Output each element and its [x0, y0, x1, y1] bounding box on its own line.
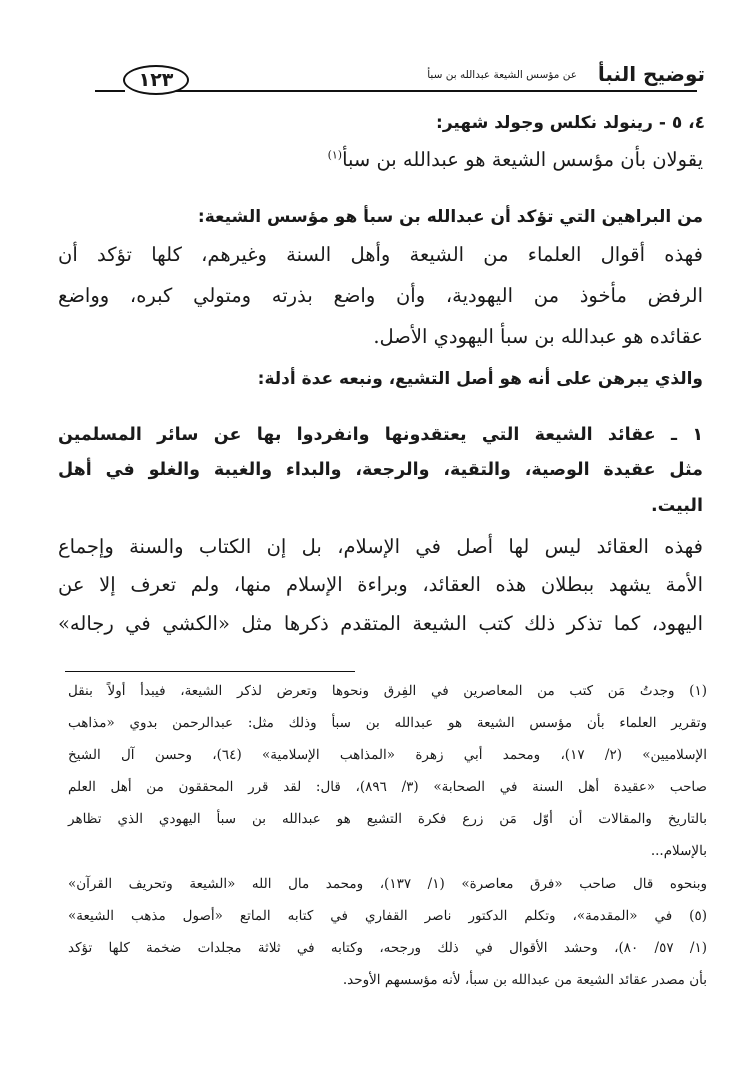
- paragraph-line: فهذه أقوال العلماء من الشيعة وأهل السنة وغيرهم، كلها تؤكد أن: [58, 243, 703, 266]
- footnote-line: (١/ ٥٧/ ٨٠)، وحشد الأقوال في ذلك ورجحه، وكتابه في ثلاثة مجلدات ضخمة كلها تؤكد: [68, 940, 708, 956]
- paragraph-line: عقائده هو عبدالله بن سبأ اليهودي الأصل.: [373, 325, 703, 348]
- claim-line: [328, 148, 703, 171]
- proofs-intro: والذي يبرهن على أنه هو أصل التشيع، ونبعه عدة أدلة:: [257, 369, 703, 389]
- proof-line: مثل عقيدة الوصية، والتقية، والرجعة، والبداء والغيبة والغلو في أهل: [58, 460, 703, 480]
- footnote-line: الإسلاميين» (٢/ ١٧)، ومحمد أبي زهرة «المذاهب الإسلامية» (٦٤)، وحسن آل الشيخ: [68, 747, 707, 763]
- footnote-separator: [65, 671, 355, 672]
- page-number: [123, 65, 189, 95]
- book-subtitle: عن مؤسس الشيعة عبدالله بن سبأ: [427, 69, 577, 81]
- proof-line: البيت.: [650, 496, 703, 516]
- page-number-text: ١٢٣: [138, 69, 174, 91]
- section-heading: من البراهين التي تؤكد أن عبدالله بن سبأ هو مؤسس الشيعة:: [197, 207, 703, 227]
- footnote-line: (٥) في «المقدمة»، وتكلم الدكتور ناصر القفاري في كتابه الماتع «أصول مذهب الشيعة»: [68, 908, 707, 924]
- footnote-line: بالتاريخ والمقالات أن أوّل مَن زرع فكرة التشيع هو عبدالله بن سبأ اليهودي الذي تظاهر: [68, 811, 707, 827]
- running-header: [95, 60, 705, 100]
- paragraph-line: فهذه العقائد ليس لها أصل في الإسلام، بل إن الكتاب والسنة وإجماع: [58, 535, 703, 558]
- header-rule-left: [95, 90, 125, 92]
- authors-line: ٤، ٥ - رينولد نكلس وجولد شهير:: [436, 113, 705, 133]
- footnote-line: بالإسلام...: [650, 843, 707, 859]
- claim-text: يقولان بأن مؤسس الشيعة هو عبدالله بن سبأ: [342, 148, 703, 171]
- paragraph-line: الأمة يشهد ببطلان هذه العقائد، وبراءة الإسلام منها، ولم تعرف إلا عن: [58, 573, 703, 596]
- footnote-line: (١) وجدتُ مَن كتب من المعاصرين في الفِرق ونحوها وتعرض لذكر الشيعة، فيبدأ أولاً بنقل: [68, 683, 707, 699]
- book-title: توضيح النبأ: [597, 62, 705, 86]
- paragraph-line: اليهود، كما تذكر ذلك كتب الشيعة المتقدم ذكرها مثل «الكشي في رجاله»: [58, 612, 703, 635]
- footnote-line: صاحب «عقيدة أهل السنة في الصحابة» (٣/ ٨٩٦)، قال: لقد قرر المحققون من أهل العلم: [68, 779, 707, 795]
- footnote-line: وبنحوه قال صاحب «فرق معاصرة» (١/ ١٣٧)، ومحمد مال الله «الشيعة وتحريف القرآن»: [68, 876, 707, 892]
- header-rule: [175, 90, 697, 92]
- footnote-ref: (١): [327, 148, 343, 162]
- footnote-line: بأن مصدر عقائد الشيعة من عبدالله بن سبأ، لأنه مؤسسهم الأوحد.: [342, 972, 707, 988]
- proof-line: ١ ـ عقائد الشيعة التي يعتقدونها وانفردوا بها عن سائر المسلمين: [58, 425, 703, 445]
- footnote-line: وتقرير العلماء بأن مؤسس الشيعة هو عبدالله بن سبأ وذلك مثل: عبدالرحمن بدوي «مذاهب: [68, 715, 707, 731]
- paragraph-line: الرفض مأخوذ من اليهودية، وأن واضع بذرته ومتولي كبره، وواضع: [58, 284, 703, 307]
